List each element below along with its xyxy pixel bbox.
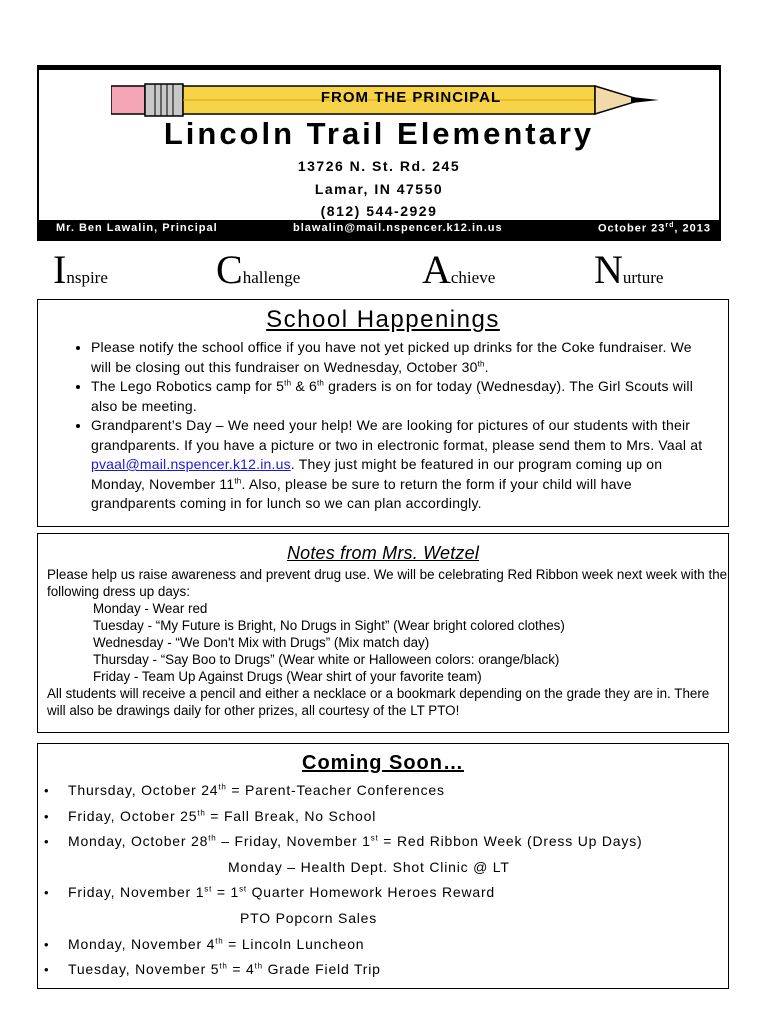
motto-word-inspire: Inspire [53,247,108,292]
newsletter-header [37,65,721,241]
address-street: 13726 N. St. Rd. 245 [297,158,461,174]
motto-word-nurture: Nurture [594,247,664,292]
section-title: Notes from Mrs. Wetzel [286,543,480,563]
newsletter-date: October 23rd, 2013 [597,222,711,235]
motto-word-achieve: Achieve [422,247,496,292]
dress-up-day: Thursday - “Say Boo to Drugs” (Wear white or Halloween colors: orange/black) [93,652,560,667]
list-subitem: Monday – Health Dept. Shot Clinic @ LT [228,858,510,875]
section-title: Coming Soon… [302,752,464,774]
pencil-graphic [111,80,659,120]
list-item: • Thursday, October 24th = Parent-Teacher Conferences [38,778,728,804]
phone-number: (812) 544-2929 [320,203,438,219]
dress-up-day: Friday - Team Up Against Drugs (Wear shirt of your favorite team) [93,669,482,684]
notes-closing: All students will receive a pencil and either a necklace or a bookmark depending on the grade they are in. There will also be drawings daily for other prizes, all courtesy of the LT PTO! [47,686,710,718]
principal-name: Mr. Ben Lawalin, Principal [56,222,218,234]
principal-email[interactable]: blawalin@mail.nspencer.k12.in.us [293,222,503,234]
bullet-icon: • [44,834,50,850]
bullet-icon: • [44,808,50,824]
list-item: • Please notify the school office if you have not yet picked up drinks for the Coke fundraiser. We will be closing out this fundraiser on Wednesday, October 30th. [91,338,710,377]
dress-up-day: Monday - Wear red [93,601,208,616]
address-city: Lamar, IN 47550 [314,181,444,197]
school-name: Lincoln Trail Elementary [163,116,595,151]
list-subitem: PTO Popcorn Sales [240,909,378,926]
notes-section [37,533,729,733]
list-item: • Tuesday, November 5th = 4th Grade Field Trip [38,957,728,983]
notes-body [47,566,728,719]
section-title: School Happenings [266,306,500,333]
list-item: • Friday, October 25th = Fall Break, No School [38,804,728,830]
school-motto [0,247,768,298]
coming-soon-section [37,743,729,989]
pencil-banner-text: FROM THE PRINCIPAL [320,89,502,106]
info-bar [39,220,719,239]
list-item: • Monday, November 4th = Lincoln Luncheon [38,932,728,958]
motto-word-challenge: Challenge [216,247,301,292]
bullet-icon: • [44,783,50,798]
email-link[interactable]: pvaal@mail.nspencer.k12.in.us [91,456,291,472]
list-item: • Grandparent’s Day – We need your help! We are looking for pictures of our students with their grandparents. If you have a picture or two in electronic format, please send them to Mrs. Vaal at pvaal@mail.nspencer.k12.in.us. They just might be featured in our program coming up on Monday, November 11th. Also, please be sure to return the form if your child will have grandparents coming in for lunch so we can plan accordingly. [91,416,710,514]
list-item: • The Lego Robotics camp for 5th & 6th graders is on for today (Wednesday). The Girl Scouts will also be meeting. [91,377,710,416]
dress-up-day: Wednesday - “We Don't Mix with Drugs” (Mix match day) [93,635,430,650]
notes-intro: Please help us raise awareness and prevent drug use. We will be celebrating Red Ribbon week next week with the following dress up days: [47,567,728,599]
happenings-list [38,338,728,514]
bullet-icon: • [44,962,50,978]
list-item: • Monday, October 28th – Friday, November 1st = Red Ribbon Week (Dress Up Days) [38,829,728,855]
bullet-icon: • [44,936,50,952]
list-item: • Friday, November 1st = 1st Quarter Homework Heroes Reward [38,880,728,906]
dress-up-day: Tuesday - “My Future is Bright, No Drugs in Sight” (Wear bright colored clothes) [93,618,565,633]
bullet-icon: • [44,885,50,901]
school-happenings-section [37,299,729,527]
events-list [38,778,728,983]
